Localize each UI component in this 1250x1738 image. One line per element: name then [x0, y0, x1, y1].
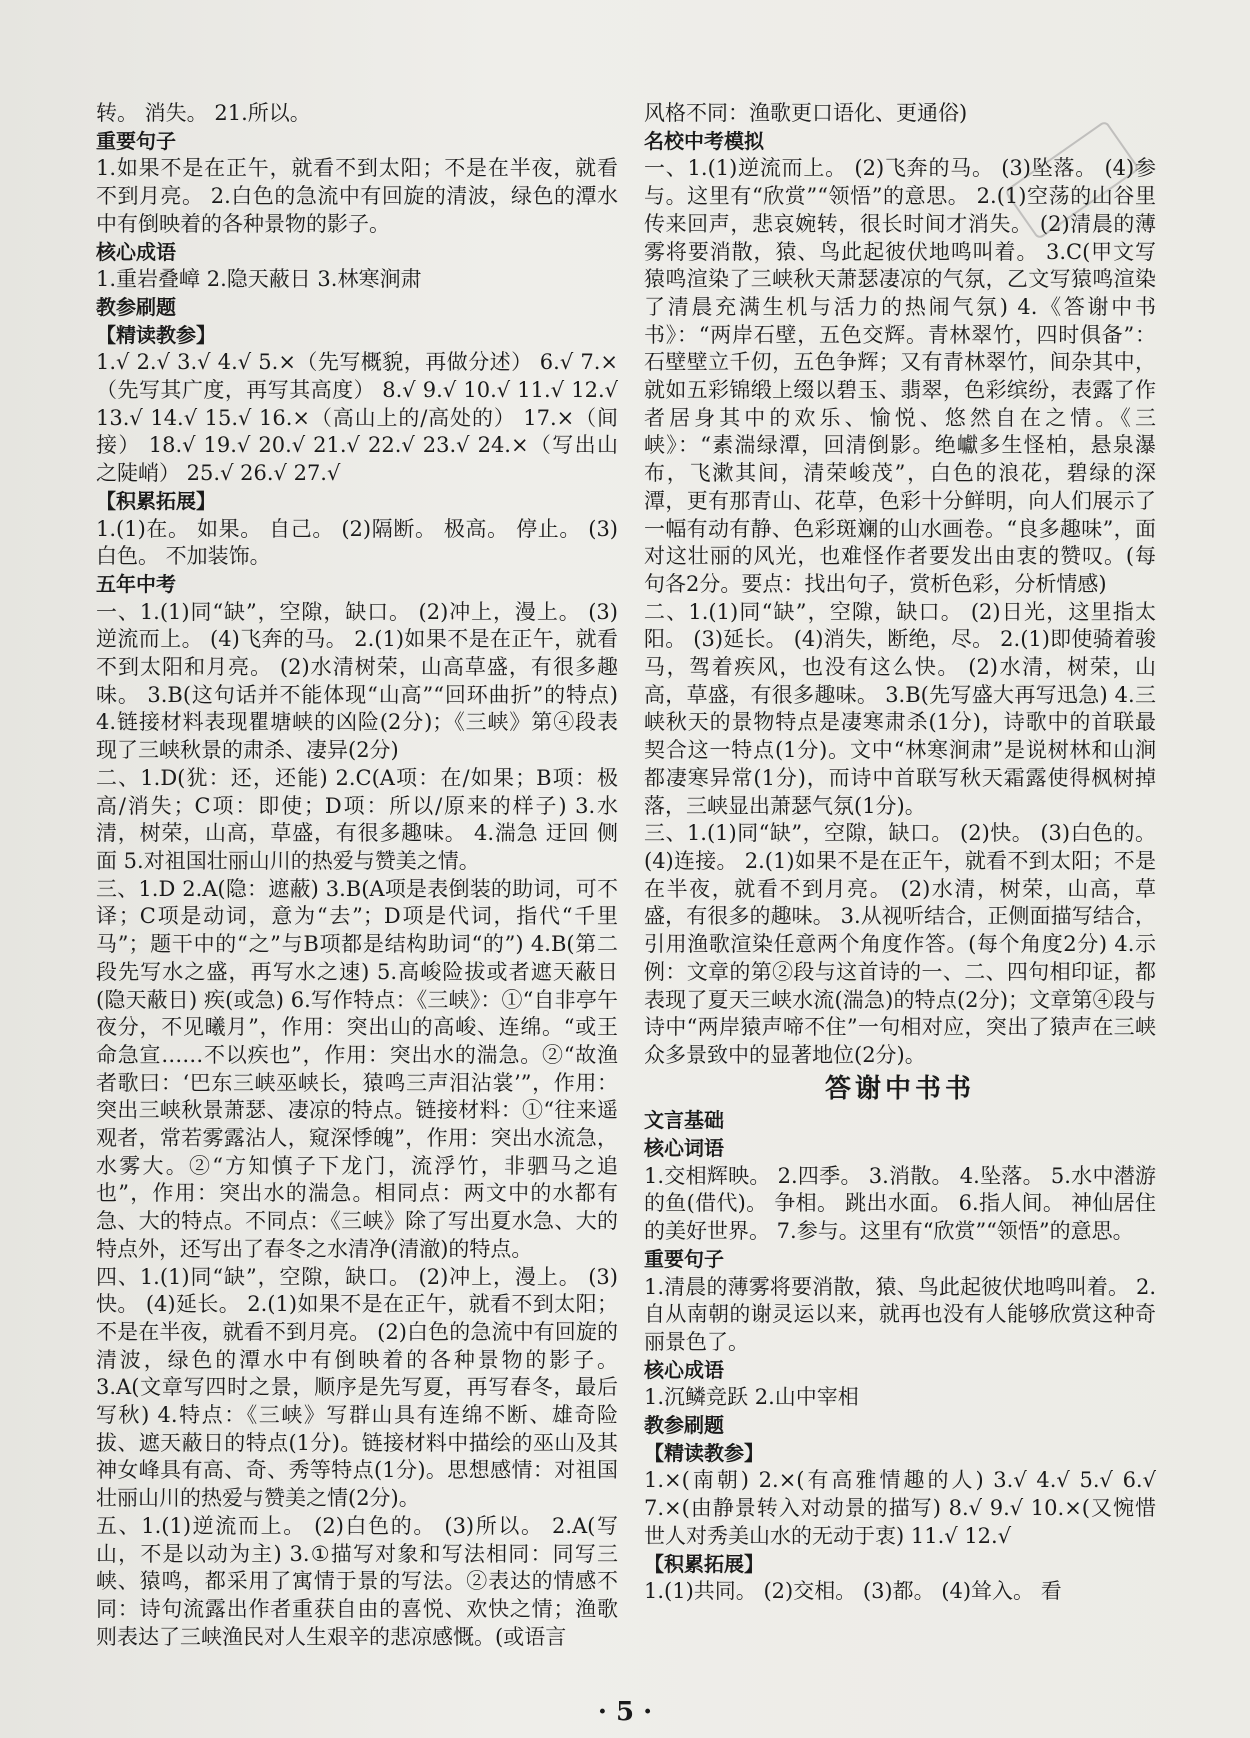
- answer-paragraph: 1.(1)共同。 (2)交相。 (3)都。 (4)耸入。 看: [644, 1579, 1062, 1604]
- section-heading: 教参刷题: [96, 294, 176, 319]
- answer-paragraph: 风格不同：渔歌更口语化、更通俗): [644, 101, 968, 125]
- section-heading: 教参刷题: [644, 1413, 724, 1438]
- answer-paragraph: 五、1.(1)逆流而上。 (2)白色的。 (3)所以。 2.A(写山，不是以动为主) 3.①描写对象和写法相同：同写三峡、猿鸣，都采用了寓情于景的写法。②表达的情感不同：诗句流露出作者重获自由的喜悦、欢快之情；渔歌则表达了三峡渔民对人生艰辛的悲凉感慨。(或语言: [96, 1513, 618, 1649]
- answer-paragraph: 1.(1)在。 如果。 自己。 (2)隔断。 极高。 停止。 (3)白色。 不加装饰。: [96, 516, 618, 569]
- answer-paragraph: 1.√ 2.√ 3.√ 4.√ 5.×（先写概貌，再做分述） 6.√ 7.×（先写其广度，再写其高度） 8.√ 9.√ 10.√ 11.√ 12.√ 13.√ 14.√ 15.√ 16.×（高山上的/高处的） 17.×（间接） 18.√ 19.√ 20.√ 21.√ 22.√ 23.√ 24.×（写出山之陡峭） 25.√ 26.√ 27.√: [96, 350, 618, 486]
- left-column: [96, 100, 618, 1651]
- subsection-label: 【精读教参】: [96, 322, 216, 347]
- section-heading: 核心词语: [644, 1136, 724, 1161]
- subsection-label: 【精读教参】: [644, 1440, 764, 1465]
- answer-paragraph: 1.重岩叠嶂 2.隐天蔽日 3.林寒涧肃: [96, 267, 422, 292]
- answer-paragraph: 1.如果不是在正午，就看不到太阳；不是在半夜，就看不到月亮。 2.白色的急流中有回旋的清波，绿色的潭水中有倒映着的各种景物的影子。: [96, 156, 618, 236]
- subsection-label: 【积累拓展】: [644, 1551, 764, 1576]
- answer-paragraph: 一、1.(1)同“缺”，空隙，缺口。 (2)冲上，漫上。 (3)逆流而上。 (4)飞奔的马。 2.(1)如果不是在正午，就看不到太阳和月亮。 (2)水清树荣，山高草盛，有很多趣味。 3.B(这句话并不能体现“山高”“回环曲折”的特点) 4.链接材料表现瞿塘峡的凶险(2分)；《三峡》第④段表现了三峡秋景的肃杀、凄异(2分): [96, 599, 618, 763]
- section-heading: 五年中考: [96, 571, 176, 596]
- section-heading: 核心成语: [644, 1357, 724, 1382]
- answer-paragraph: 转。 消失。 21.所以。: [96, 101, 311, 125]
- answer-paragraph: 1.沉鳞竞跃 2.山中宰相: [644, 1385, 859, 1410]
- answer-paragraph: 四、1.(1)同“缺”，空隙，缺口。 (2)冲上，漫上。 (3)快。 (4)延长。 2.(1)如果不是在正午，就看不到太阳；不是在半夜，就看不到月亮。 (2)白色的急流中有回旋的清波，绿色的潭水中有倒映着的各种景物的影子。 3.A(文章写四时之景，顺序是先写夏，再写春冬，最后写秋) 4.特点：《三峡》写群山具有连绵不断、雄奇险拔、遮天蔽日的特点(1分)。链接材料中描绘的巫山及其神女峰具有高、奇、秀等特点(1分)。思想感情：对祖国壮丽山川的热爱与赞美之情(2分)。: [96, 1264, 618, 1511]
- lesson-title: 答谢中书书: [824, 1073, 975, 1104]
- section-heading: 名校中考模拟: [644, 128, 764, 153]
- answer-paragraph: 三、1.D 2.A(隐：遮蔽) 3.B(A项是表倒装的助词，可不译；C项是动词，意为“去”；D项是代词，指代“千里马”；题干中的“之”与B项都是结构助词“的”) 4.B(第二段先写水之盛，再写水之速) 5.高峻险拔或者遮天蔽日(隐天蔽日) 疾(或急) 6.写作特点：《三峡》：①“自非亭午夜分，不见曦月”，作用：突出山的高峻、连绵。“或王命急宣……不以疾也”，作用：突出水的湍急。②“故渔者歌曰：‘巴东三峡巫峡长，猿鸣三声泪沾裳’”，作用：突出三峡秋景萧瑟、凄凉的特点。链接材料：①“往来遥观者，常若雾露沾人，窥深悸魄”，作用：突出水流急，水雾大。②“方知慎子下龙门，流浮竹，非驷马之追也”，作用：突出水的湍急。相同点：两文中的水都有急、大的特点。不同点：《三峡》除了写出夏水急、大的特点外，还写出了春冬之水清净(清澈)的特点。: [96, 876, 618, 1261]
- section-heading: 重要句子: [96, 128, 176, 153]
- answer-paragraph: 三、1.(1)同“缺”，空隙，缺口。 (2)快。 (3)白色的。 (4)连接。 2.(1)如果不是在正午，就看不到太阳；不是在半夜，就看不到月亮。 (2)水清，树荣，山高，草盛，有很多的趣味。 3.从视听结合，正侧面描写结合，引用渔歌渲染任意两个角度作答。(每个角度2分) 4.示例：文章的第②段与这首诗的一、二、四句相印证，都表现了夏天三峡水流(湍急)的特点(2分)；文章第④段与诗中“两岸猿声啼不住”一句相对应，突出了猿声在三峡众多景致中的显著地位(2分)。: [644, 821, 1156, 1067]
- section-heading: 文言基础: [644, 1108, 724, 1133]
- answer-paragraph: 二、1.(1)同“缺”，空隙，缺口。 (2)日光，这里指太阳。 (3)延长。 (4)消失，断绝，尽。 2.(1)即使骑着骏马，驾着疾风，也没有这么快。 (2)水清，树荣，山高，草盛，有很多趣味。 3.B(先写盛大再写迅急) 4.三峡秋天的景物特点是凄寒肃杀(1分)，诗歌中的首联最契合这一特点(1分)。文中“林寒涧肃”是说树林和山涧都凄寒异常(1分)，而诗中首联写秋天霜露使得枫树掉落，三峡显出萧瑟气氛(1分)。: [644, 599, 1156, 818]
- answer-paragraph: 1.清晨的薄雾将要消散，猿、鸟此起彼伏地鸣叫着。 2.自从南朝的谢灵运以来，就再也没有人能够欣赏这种奇丽景色了。: [644, 1274, 1156, 1354]
- answer-paragraph: 二、1.D(犹：还，还能) 2.C(A项：在/如果；B项：极高/消失；C项：即使；D项：所以/原来的样子) 3.水清，树荣，山高，草盛，有很多趣味。 4.湍急 迂回 侧面 5.对祖国壮丽山川的热爱与赞美之情。: [96, 765, 618, 873]
- subsection-label: 【积累拓展】: [96, 488, 216, 513]
- answer-paragraph: 一、1.(1)逆流而上。 (2)飞奔的马。 (3)坠落。 (4)参与。这里有“欣赏”“领悟”的意思。 2.(1)空荡的山谷里传来回声，悲哀婉转，很长时间才消失。 (2)清晨的薄雾将要消散，猿、鸟此起彼伏地鸣叫着。 3.C(甲文写猿鸣渲染了三峡秋天萧瑟凄凉的气氛，乙文写猿鸣渲染了清晨充满生机与活力的热闹气氛) 4.《答谢中书书》：“两岸石壁，五色交辉。青林翠竹，四时俱备”：石壁壁立千仞，五色争辉；又有青林翠竹，间杂其中，就如五彩锦缎上缀以碧玉、翡翠，色彩缤纷，表露了作者居身其中的欢乐、愉悦、悠然自在之情。《三峡》：“素湍绿潭，回清倒影。绝巘多生怪柏，悬泉瀑布，飞漱其间，清荣峻茂”，白色的浪花，碧绿的深潭，更有那青山、花草，色彩十分鲜明，向人们展示了一幅有动有静、色彩斑斓的山水画卷。“良多趣味”，面对这壮丽的风光，也难怪作者要发出由衷的赞叹。(每句各2分。要点：找出句子，赏析色彩，分析情感): [644, 156, 1156, 596]
- section-heading: 重要句子: [644, 1246, 724, 1271]
- page-number: · 5 ·: [597, 1697, 653, 1727]
- answer-paragraph: 1.×(南朝) 2.×(有高雅情趣的人) 3.√ 4.√ 5.√ 6.√ 7.×(由静景转入对动景的描写) 8.√ 9.√ 10.×(又惋惜世人对秀美山水的无动于衷) 11.√ 12.√: [644, 1468, 1156, 1548]
- right-column: [644, 100, 1156, 1606]
- section-heading: 核心成语: [96, 239, 176, 264]
- answer-paragraph: 1.交相辉映。 2.四季。 3.消散。 4.坠落。 5.水中潜游的鱼(借代)。 争相。 跳出水面。 6.指人间。 神仙居住的美好世界。 7.参与。这里有“欣赏”“领悟”的意思。: [644, 1163, 1156, 1244]
